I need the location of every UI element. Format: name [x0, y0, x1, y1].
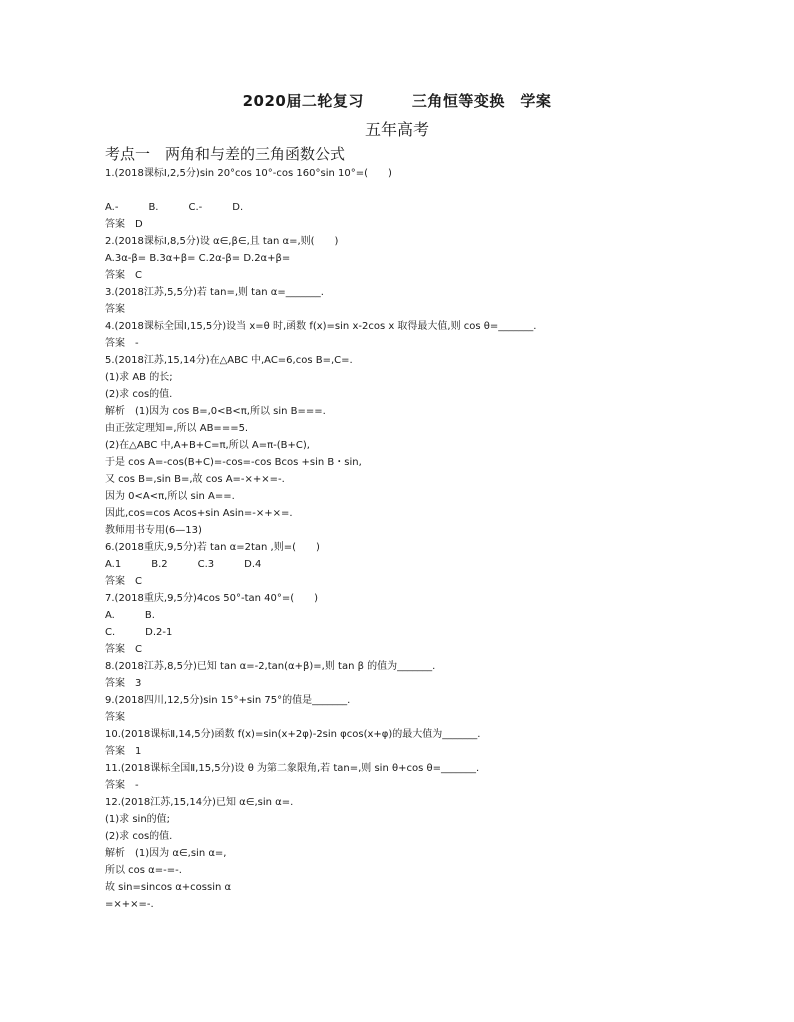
- document-subtitle: 五年高考: [364, 120, 429, 139]
- text-line: A.- B. C.- D.: [105, 202, 244, 213]
- text-line: 答案 3: [105, 678, 142, 689]
- text-line: 所以 cos α=-=-.: [105, 865, 182, 876]
- text-line: 8.(2018江苏,8,5分)已知 tan α=-2,tan(α+β)=,则 tan β 的值为_______.: [105, 661, 436, 672]
- text-line: 答案: [105, 304, 125, 315]
- text-line: C. D.2-1: [105, 627, 173, 638]
- text-line: A.1 B.2 C.3 D.4: [105, 559, 262, 570]
- text-line: 于是 cos A=-cos(B+C)=-cos=-cos Bcos +sin B・sin,: [105, 457, 362, 468]
- text-line: A. B.: [105, 610, 155, 621]
- text-line: 解析 (1)因为 cos B=,0<B<π,所以 sin B===.: [105, 406, 326, 417]
- text-line: A.3α-β= B.3α+β= C.2α-β= D.2α+β=: [105, 253, 291, 264]
- text-line: 1.(2018课标Ⅰ,2,5分)sin 20°cos 10°-cos 160°sin 10°=( ): [105, 168, 392, 179]
- text-line: (2)求 cos的值.: [105, 831, 173, 842]
- text-line: 3.(2018江苏,5,5分)若 tan=,则 tan α=_______.: [105, 287, 324, 298]
- text-line: 解析 (1)因为 α∈,sin α=,: [105, 848, 227, 859]
- text-line: 4.(2018课标全国Ⅰ,15,5分)设当 x=θ 时,函数 f(x)=sin x-2cos x 取得最大值,则 cos θ=_______.: [105, 321, 537, 332]
- text-line: 10.(2018课标Ⅱ,14,5分)函数 f(x)=sin(x+2φ)-2sin φcos(x+φ)的最大值为_______.: [105, 729, 481, 740]
- text-line: 故 sin=sincos α+cossin α: [105, 882, 232, 893]
- text-line: =×+×=-.: [105, 899, 154, 910]
- text-line: 教师用书专用(6—13): [105, 525, 202, 536]
- text-line: (2)在△ABC 中,A+B+C=π,所以 A=π-(B+C),: [105, 440, 310, 451]
- title-right: 三角恒等变换 学案: [411, 92, 552, 110]
- text-line: 答案 -: [105, 338, 139, 349]
- text-line: 答案: [105, 712, 125, 723]
- section-heading: 考点一 两角和与差的三角函数公式: [105, 145, 346, 163]
- document-title: [0, 90, 794, 111]
- document-body: [105, 165, 705, 913]
- text-line: 12.(2018江苏,15,14分)已知 α∈,sin α=.: [105, 797, 294, 808]
- text-line: 答案 C: [105, 576, 142, 587]
- text-line: 由正弦定理知=,所以 AB===5.: [105, 423, 249, 434]
- text-line: 11.(2018课标全国Ⅱ,15,5分)设 θ 为第二象限角,若 tan=,则 sin θ+cos θ=_______.: [105, 763, 480, 774]
- text-line: (1)求 sin的值;: [105, 814, 171, 825]
- text-line: [105, 182, 705, 199]
- text-line: 9.(2018四川,12,5分)sin 15°+sin 75°的值是_______.: [105, 695, 351, 706]
- text-line: 答案 D: [105, 219, 143, 230]
- text-line: 答案 C: [105, 270, 142, 281]
- title-left: 2020届二轮复习: [242, 92, 364, 110]
- text-line: 7.(2018重庆,9,5分)4cos 50°-tan 40°=( ): [105, 593, 319, 604]
- text-line: 2.(2018课标Ⅰ,8,5分)设 α∈,β∈,且 tan α=,则( ): [105, 236, 339, 247]
- text-line: 答案 C: [105, 644, 142, 655]
- text-line: 答案 -: [105, 780, 139, 791]
- text-line: (2)求 cos的值.: [105, 389, 173, 400]
- text-line: 因为 0<A<π,所以 sin A==.: [105, 491, 235, 502]
- text-line: 又 cos B=,sin B=,故 cos A=-×+×=-.: [105, 474, 285, 485]
- text-line: 答案 1: [105, 746, 142, 757]
- text-line: 因此,cos=cos Acos+sin Asin=-×+×=.: [105, 508, 293, 519]
- text-line: 5.(2018江苏,15,14分)在△ABC 中,AC=6,cos B=,C=.: [105, 355, 353, 366]
- text-line: (1)求 AB 的长;: [105, 372, 173, 383]
- text-line: 6.(2018重庆,9,5分)若 tan α=2tan ,则=( ): [105, 542, 320, 553]
